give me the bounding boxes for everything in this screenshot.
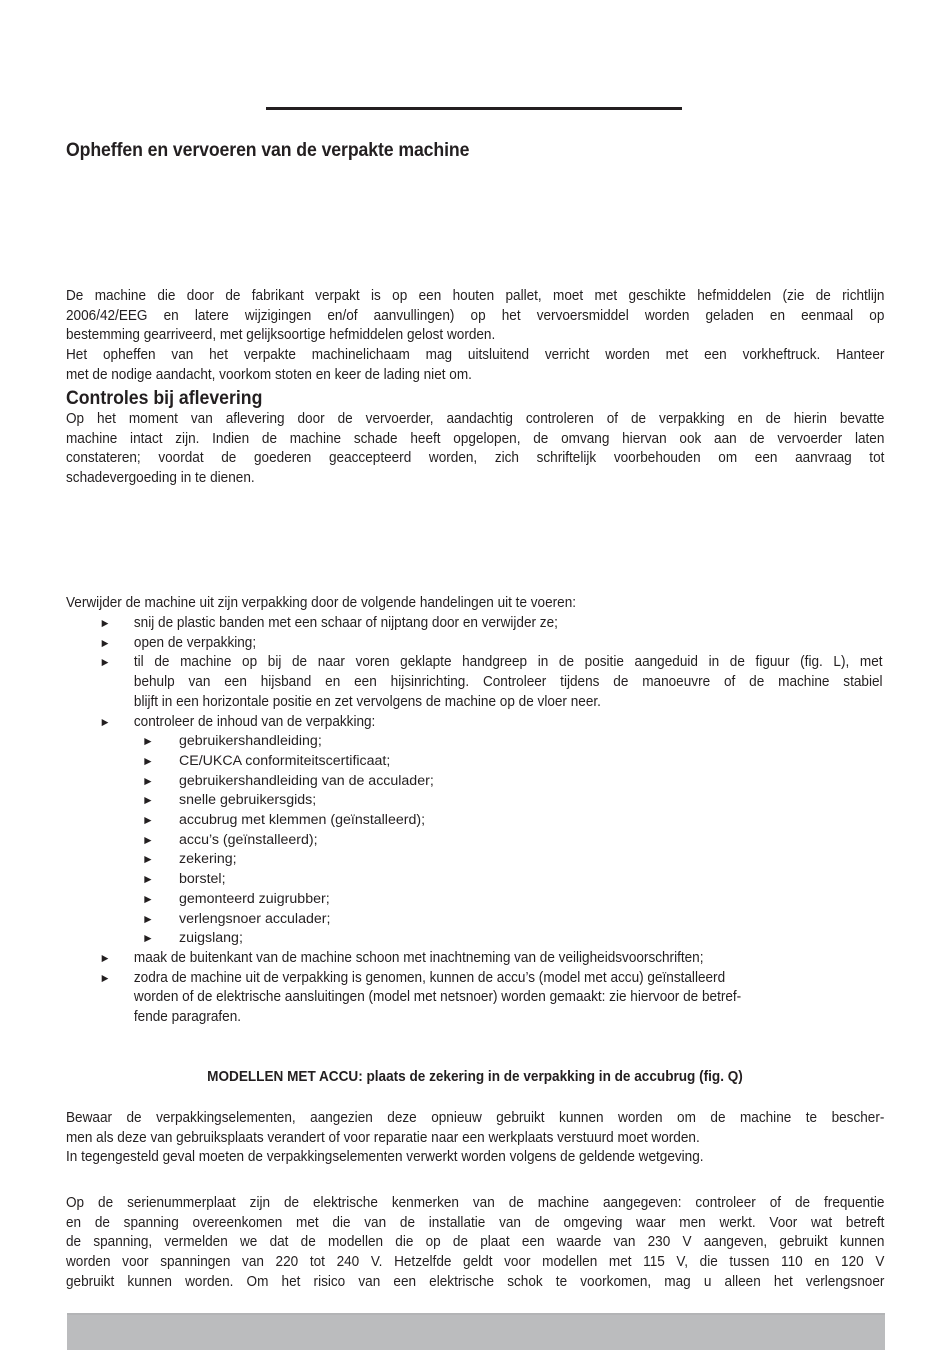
bullet-arrow-icon: ► <box>142 753 154 768</box>
bullet-arrow-icon: ► <box>142 891 154 906</box>
bullet-arrow-icon: ► <box>99 655 111 670</box>
unpacking-intro <box>66 594 884 614</box>
list-item: ► gebruikershandleiding van de acculader; <box>66 772 884 792</box>
bullet-arrow-icon: ► <box>142 813 154 828</box>
bullet-arrow-icon: ► <box>142 832 154 847</box>
list-item: ► til de machine op bij de naar voren geklapte handgreep in de positie aangeduid in de figuur (fig. L), met behulp van een hijsband en een hijsinrichting. Controleer tijdens de manoeuvre of de machine stabiel blijft in een horizontale positie en zet vervolgens de machine op de vloer neer. <box>99 654 883 710</box>
list-item: ► accu’s (geïnstalleerd); <box>66 831 884 851</box>
bullet-arrow-icon: ► <box>142 852 154 867</box>
list-item: ► zodra de machine uit de verpakking is genomen, kunnen de accu’s (model met accu) geïnstalleerd worden of de elektrische aansluitingen (model met netsnoer) worden gemaakt: zie hiervoor de betref- fende paragrafen. <box>99 969 742 1026</box>
footer-bar <box>67 1313 885 1350</box>
text-line: schadevergoeding in te dienen. <box>66 470 255 487</box>
paragraph-electrical <box>66 1194 884 1293</box>
text-line: bestemming gearriveerd, met gelijksoortige hefmiddelen gelost worden. <box>66 327 496 344</box>
bullet-arrow-icon: ► <box>99 635 111 650</box>
bullet-arrow-icon: ► <box>142 872 154 887</box>
bullet-arrow-icon: ► <box>142 931 154 946</box>
paragraph-delivery <box>66 410 884 489</box>
section-title-delivery: Controles bij aflevering <box>66 388 263 409</box>
list-item: ► open de verpakking; <box>66 634 884 654</box>
section-title-lifting: Opheffen en vervoeren van de verpakte machine <box>66 140 470 161</box>
list-item: ► controleer de inhoud van de verpakking: <box>66 713 884 733</box>
text-line: en de spanning overeenkomen met die van de installatie van de omgeving waar men werkt. Voor wat betreft <box>66 1214 885 1231</box>
bullet-arrow-icon: ► <box>142 773 154 788</box>
package-contents-list <box>66 732 884 949</box>
paragraph-storage <box>66 1109 884 1168</box>
text-line: Op het moment van aflevering door de vervoerder, aandachtig controleren of de verpakking en de hierin bevatte <box>66 411 885 427</box>
text-line: machine intact zijn. Indien de machine schade heeft opgelopen, de omvang hiervan ook aan de vervoerder laten <box>66 430 885 447</box>
battery-models-notice: MODELLEN MET ACCU: plaats de zekering in de verpakking in de accubrug (fig. Q) <box>207 1069 743 1085</box>
text-line: men als deze van gebruiksplaats verandert of voor reparatie naar een werkplaats verstuurd moet worden. <box>66 1129 700 1146</box>
text-line: gebruikt kunnen worden. Om het risico van een elektrische schok te voorkomen, mag u alleen het verlengsnoer <box>66 1273 885 1290</box>
list-item: ► gemonteerd zuigrubber; <box>66 890 884 910</box>
unpacking-steps <box>66 614 884 1028</box>
text-line: worden voor spanningen van 220 tot 240 V. Hetzelfde geldt voor modellen met 115 V, die tussen 110 en 120 V <box>66 1254 885 1271</box>
bullet-arrow-icon: ► <box>142 793 154 808</box>
text-line: Verwijder de machine uit zijn verpakking door de volgende handelingen uit te voeren: <box>66 595 577 611</box>
text-line: met de nodige aandacht, voorkom stoten en keer de lading niet om. <box>66 366 472 383</box>
list-item: ► verlengsnoer acculader; <box>66 910 884 930</box>
list-item: ► snelle gebruikersgids; <box>66 791 884 811</box>
text-line: 2006/42/EEG en latere wijzigingen en/of aanvullingen) op het vervoersmiddel worden geladen en eenmaal op <box>66 307 885 324</box>
bullet-arrow-icon: ► <box>142 734 154 749</box>
bullet-arrow-icon: ► <box>99 714 111 729</box>
list-item: ► accubrug met klemmen (geïnstalleerd); <box>66 811 884 831</box>
bullet-arrow-icon: ► <box>99 970 111 985</box>
list-item: ► maak de buitenkant van de machine schoon met inachtneming van de veiligheidsvoorschriften; <box>66 949 884 969</box>
paragraph-lifting <box>66 287 884 386</box>
list-item: ► zekering; <box>66 850 884 870</box>
bullet-arrow-icon: ► <box>99 950 111 965</box>
list-item: ► snij de plastic banden met een schaar of nijptang door en verwijder ze; <box>66 614 884 634</box>
bullet-arrow-icon: ► <box>142 911 154 926</box>
text-line: constateren; voordat de goederen geaccepteerd worden, zich schriftelijk voorbehouden om een aanvraag tot <box>66 450 885 467</box>
list-item: ► borstel; <box>66 870 884 890</box>
bullet-arrow-icon: ► <box>99 616 111 630</box>
text-line: Bewaar de verpakkingselementen, aangezien deze opnieuw gebruikt kunnen worden om de machine te bescher- <box>66 1110 885 1126</box>
text-line: Het opheffen van het verpakte machinelichaam mag uitsluitend verricht worden met een vorkheftruck. Hanteer <box>66 347 885 364</box>
list-item: ► CE/UKCA conformiteitscertificaat; <box>66 752 884 772</box>
list-item: ► zuigslang; <box>66 929 884 949</box>
text-line: Op de serienummerplaat zijn de elektrische kenmerken van de machine aangegeven: controleer of de frequentie <box>66 1195 885 1211</box>
text-line: De machine die door de fabrikant verpakt is op een houten pallet, moet met geschikte hefmiddelen (zie de richtlijn <box>66 288 885 304</box>
text-line: de spanning, vermelden we dat de modellen die op de plaat een waarde van 230 V aangeven, gebruikt kunnen <box>66 1234 885 1251</box>
list-item: ► gebruikershandleiding; <box>66 732 884 752</box>
text-line: In tegengesteld geval moeten de verpakkingselementen verwerkt worden volgens de geldende wetgeving. <box>66 1149 704 1166</box>
header-rule <box>266 107 682 110</box>
